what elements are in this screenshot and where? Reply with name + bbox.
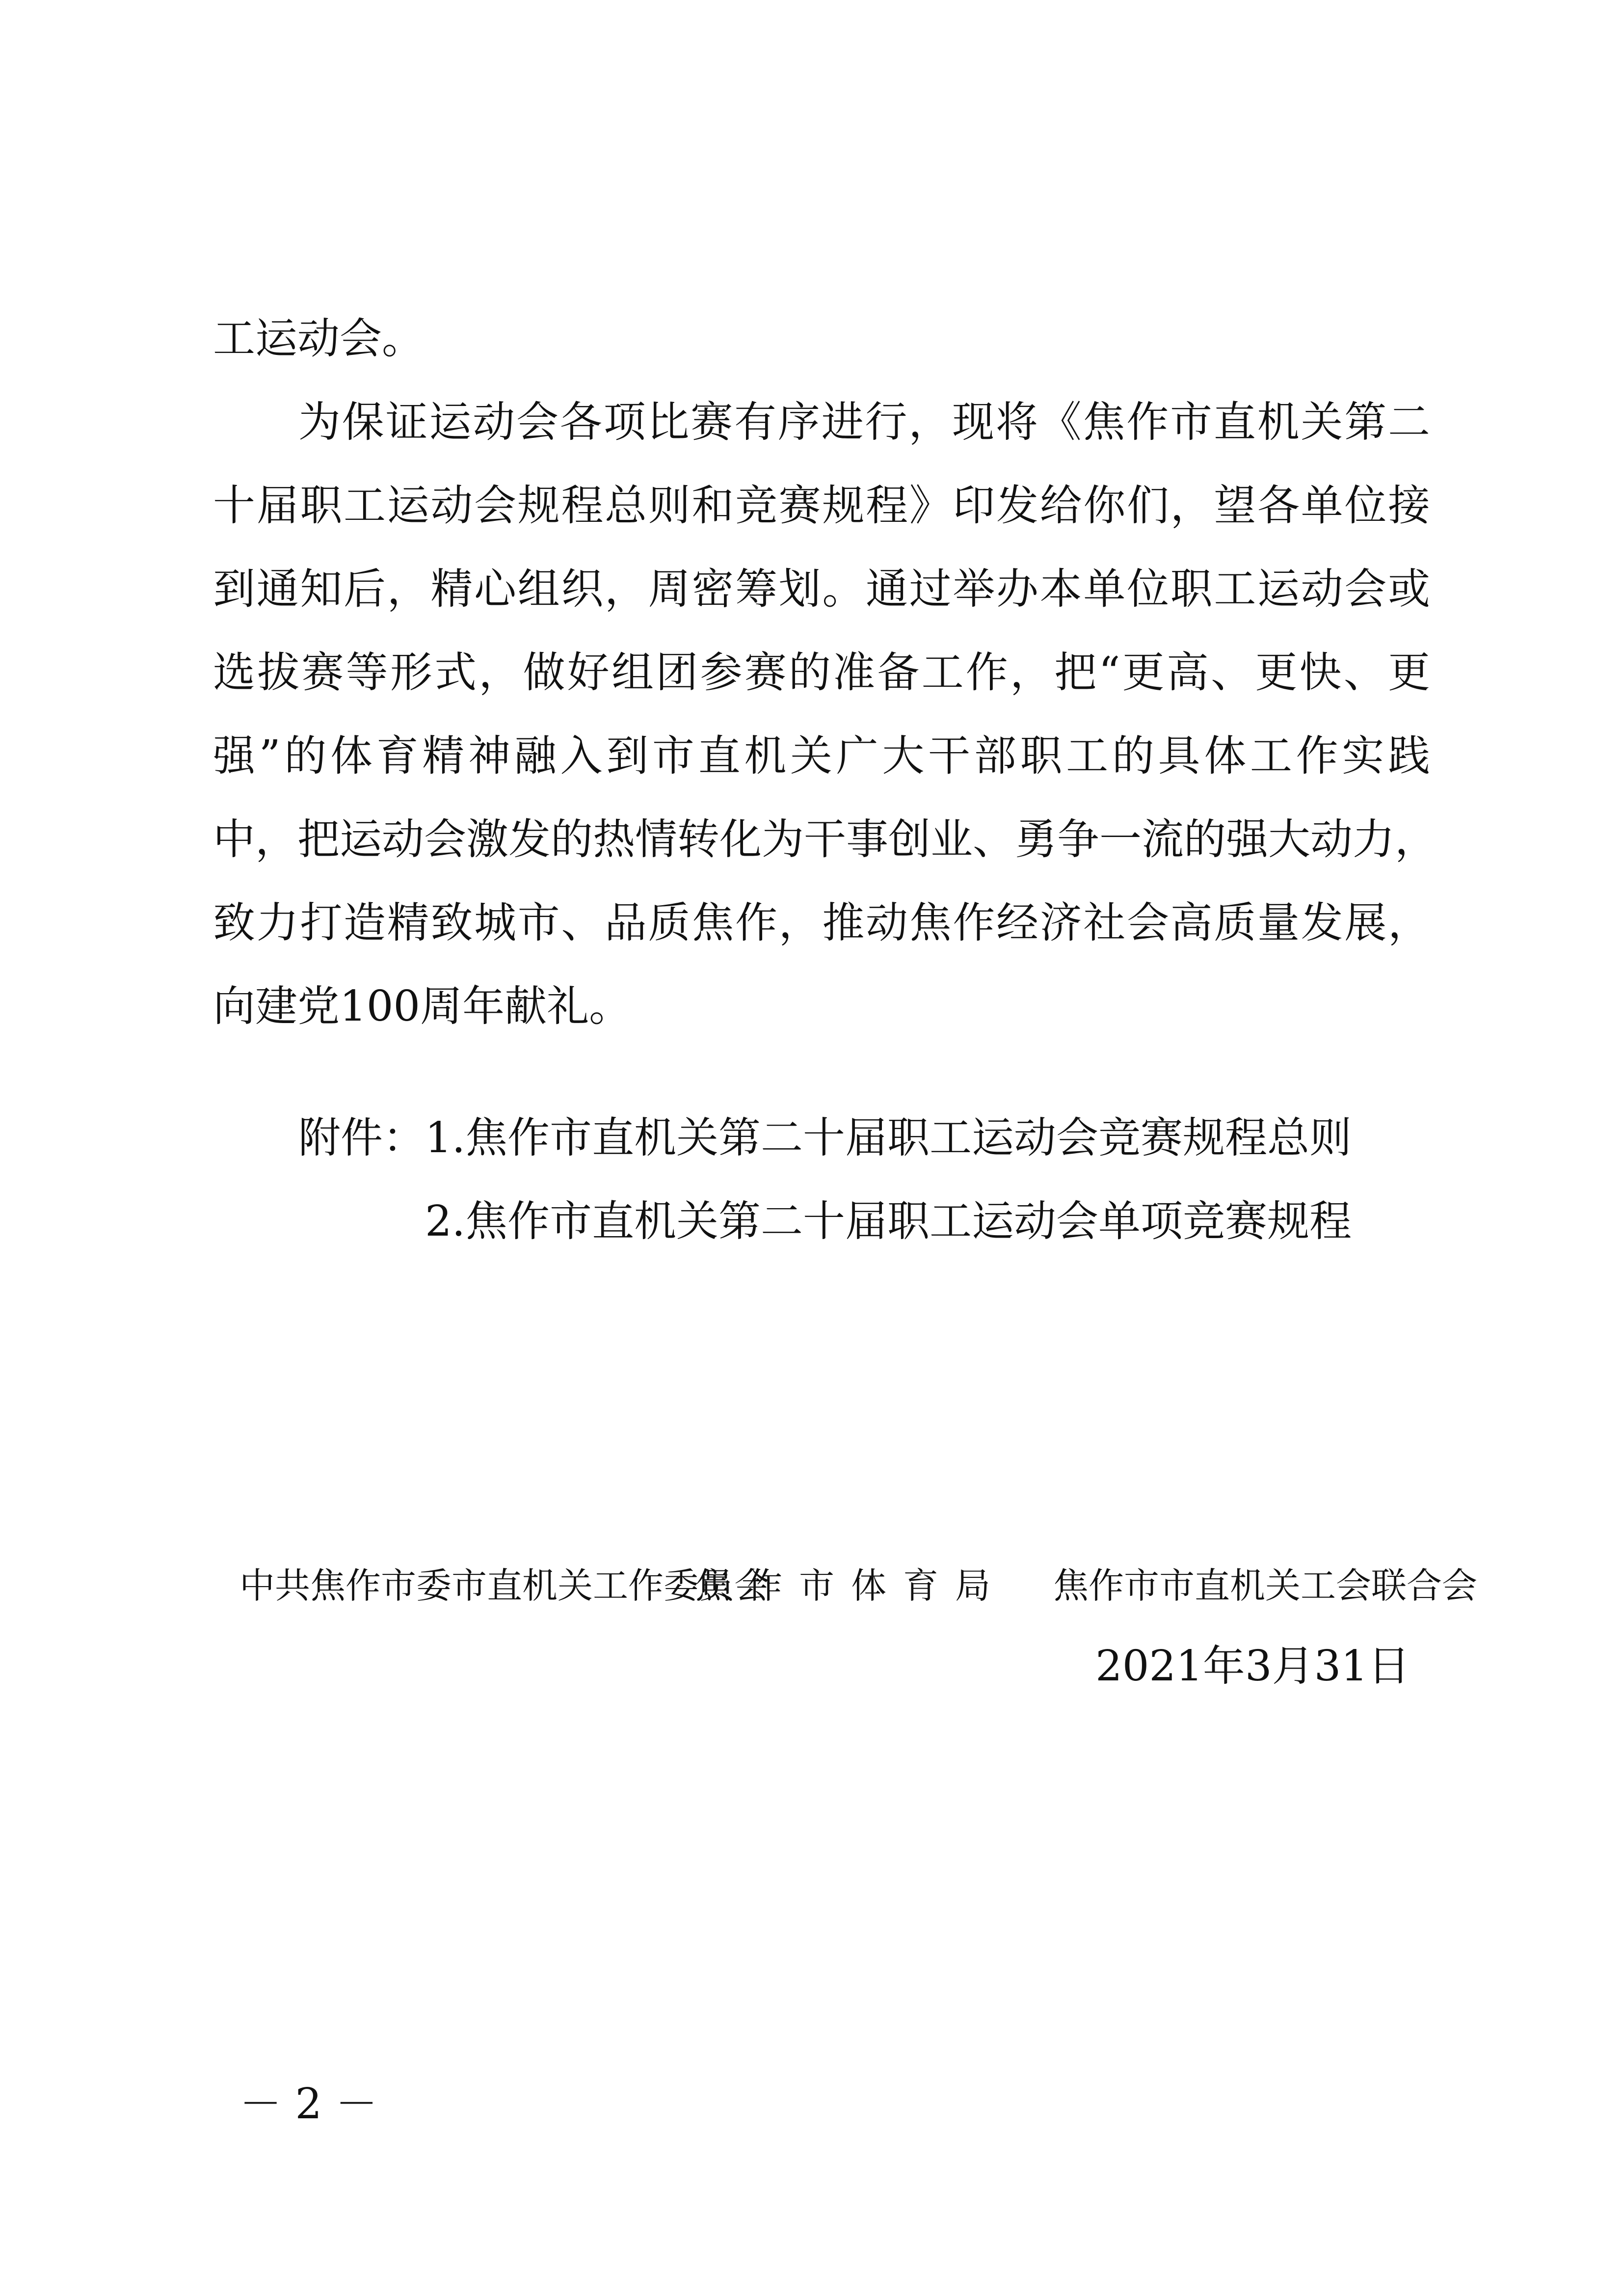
signature-org-3: 焦作市市直机关工会联合会 — [1053, 1565, 1478, 1606]
signature-org-1: 中共焦作市委市直机关工作委员会 — [239, 1565, 770, 1606]
signature-org-2: 焦作市体育局 — [695, 1565, 1008, 1606]
paragraph-line-7: 致力打造精致城市、品质焦作，推动焦作经济社会高质量发展， — [213, 898, 1430, 947]
paragraph-line-3: 到通知后，精心组织，周密筹划。通过举办本单位职工运动会或 — [213, 565, 1430, 614]
attachments-label: 附件： — [298, 1113, 425, 1162]
paragraph-line-5: 强”的体育精神融入到市直机关广大干部职工的具体工作实践 — [213, 731, 1430, 781]
body-line-continuation: 工运动会。 — [213, 314, 424, 363]
page-number: － 2 － — [239, 2080, 378, 2129]
paragraph-line-4: 选拔赛等形式，做好组团参赛的准备工作，把“更高、更快、更 — [213, 648, 1430, 697]
paragraph-line-1: 为保证运动会各项比赛有序进行，现将《焦作市直机关第二 — [298, 398, 1430, 447]
issue-date: 2021年3月31日 — [1095, 1642, 1410, 1691]
attachment-item-2: 2.焦作市直机关第二十届职工运动会单项竞赛规程 — [425, 1197, 1352, 1246]
paragraph-line-8: 向建党100周年献礼。 — [213, 982, 632, 1031]
attachment-item-1: 1.焦作市直机关第二十届职工运动会竞赛规程总则 — [425, 1113, 1352, 1162]
paragraph-line-2: 十届职工运动会规程总则和竞赛规程》印发给你们，望各单位接 — [213, 481, 1430, 530]
paragraph-line-6: 中，把运动会激发的热情转化为干事创业、勇争一流的强大动力， — [213, 815, 1437, 864]
